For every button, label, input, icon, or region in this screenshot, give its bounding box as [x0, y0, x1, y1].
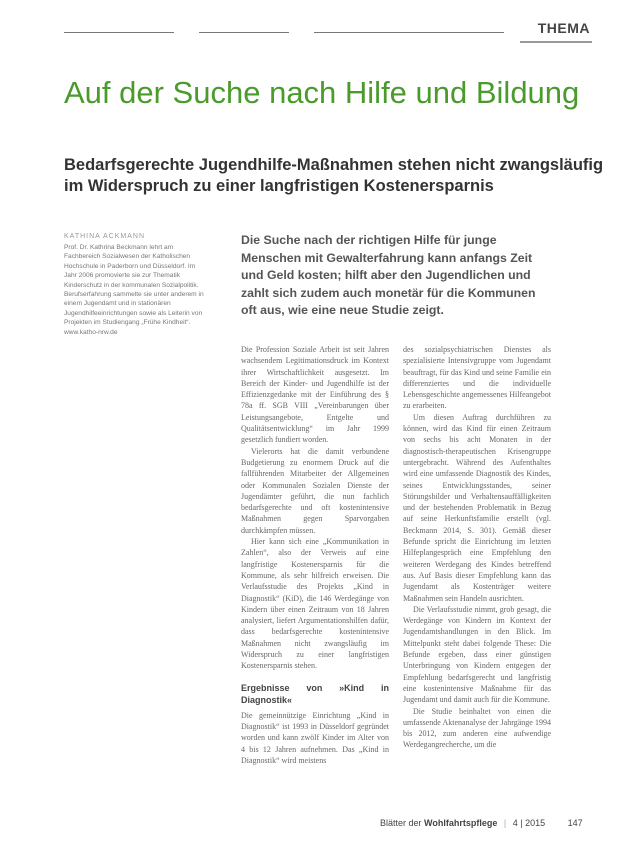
paragraph: Um diesen Auftrag durchführen zu können, wird das Kind für einen Zeitraum von sechs bis acht Monaten in der diagnostisch-therapeutischen Krisengruppe untergebracht. Während des Aufenthaltes wird eine umfassende Diagnostik des Kindes, seines Entwicklungsstandes, seiner Störungsbilder und Verhaltensauffälligkeiten und der bestehenden Problematik in Bezug auf seine Herkunftsfamilie erstellt (vgl. Beckmann 2014, S. 301). Gemäß dieser Befunde spricht die Einrichtung im letzten Hilfeplangespräch eine Empfehlung den weiteren Werdegang des Kindes betreffend aus. Auf Basis dieser Empfehlung kann das Jugendamt als Kostenträger weitere Maßnahmen sein Handeln ausrichten.: [403, 412, 551, 603]
paragraph: Die Studie beinhaltet von einen die umfassende Aktenanalyse der Jahrgänge 1994 bis 2012, zum anderen eine aufwendige Werdegangrecherche, um die: [403, 706, 551, 750]
section-heading: Ergebnisse von »Kind in Diagnostik«: [241, 682, 389, 705]
article-title: Auf der Suche nach Hilfe und Bildung: [64, 75, 580, 110]
paragraph: Vielerorts hat die damit verbundene Budgetierung zu enormem Druck auf die fallführenden Mitarbeiter der Allgemeinen oder Kommunalen Sozialen Dienste der Jugendämter geführt, die nun fachlich bedarfsgerechte und oft kostenintensive Maßnahmen gegen Sparvorgaben durchkämpfen müssen.: [241, 446, 389, 535]
paragraph: Die gemeinnützige Einrichtung „Kind in Diagnostik“ ist 1993 in Düsseldorf gegründet worden und kann zwölf Kinder im Alter von 4 bis 12 Jahren aufnehmen. Das „Kind in Diagnostik“ wird meistens: [241, 710, 389, 765]
author-name: KATHINA ACKMANN: [64, 233, 145, 240]
footer-issue: 4 | 2015: [512, 818, 546, 828]
author-sidebar: [64, 233, 204, 337]
section-rule: [520, 41, 592, 43]
page-number: 147: [567, 818, 583, 828]
paragraph: des sozialpsychiatrischen Dienstes als spezialisierte Intensivgruppe vom Jugendamt beauftragt, für das Kind und seine Familie ein differenziertes und die individuelle Lebensgeschichte angemessenes Hilfeangebot zu erarbeiten.: [403, 345, 551, 411]
text-column-2: [403, 344, 551, 751]
footer-separator: |: [503, 818, 507, 828]
paragraph: Die Verlaufsstudie nimmt, grob gesagt, die Werdegänge von Kindern im Kontext der Jugendamtshandlungen in den Blick. Im Mittelpunkt steht dabei folgende These: Die Befunde ergeben, dass einer günstigen Unterbringung von Kindern entgegen der Empfehlung bedarfsgerecht und langfristig eine kostenintensive Maßnahme für das Jugendamt und damit auch für die Kommune.: [403, 604, 551, 705]
article-lead: Die Suche nach der richtigen Hilfe für junge Menschen mit Gewalterfahrung kann anfangs Zeit und Geld kosten; hilft aber den Jugendlichen und zahlt sich zudem auch monetär für die Kommunen oft aus, wie eine neue Studie zeigt.: [241, 233, 536, 317]
footer-brand: Wohlfahrtspflege: [424, 818, 498, 828]
footer-brand-prefix: Blätter der: [380, 818, 422, 828]
page-footer: [380, 818, 583, 828]
text-column-1: [241, 344, 389, 766]
paragraph: Die Profession Soziale Arbeit ist seit Jahren wachsendem Legitimationsdruck im Kontext ihrer Wirtschaftlichkeit ausgesetzt. Im Bereich der Kinder- und Jugendhilfe ist der Effizienzgedanke mit der Einführung des § 78a ff. SGB VIII „Vereinbarungen über Leistungsangebote, Entgelte und Qualitätsentwicklung“ im Jahr 1999 gesetzlich fundiert worden.: [241, 345, 389, 445]
article-subtitle: Bedarfsgerechte Jugendhilfe-Maßnahmen stehen nicht zwangsläufig im Widerspruch zu einer langfristigen Kostenersparnis: [64, 156, 604, 195]
top-rules: [64, 32, 504, 33]
author-bio: Prof. Dr. Kathrina Beckmann lehrt am Fachbereich Sozialwesen der Katholischen Hochschule in Paderborn und Düsseldorf. Im Jahr 2006 promovierte sie zur Thematik Kinderschutz in der kommunalen Sozialpolitik. Berufserfahrung sammelte sie unter anderem in einem Jugendamt und in stationären Jugendhilfeeinrichtungen sowie als Leiterin von Projekten im Studiengang „Frühe Kindheit“. www.katho-nrw.de: [64, 244, 204, 336]
section-label: THEMA: [537, 20, 590, 36]
paragraph: Hier kann sich eine „Kommunikation in Zahlen“, also der Verweis auf eine langfristige Kostenersparnis für die Kommune, als sehr hilfreich erweisen. Die Verlaufsstudie des Projekts „Kind in Diagnostik“ (KiD), die 146 Werdegänge von Kindern über einen Zeitraum von 18 Jahren analysiert, liefert Argumentationshilfen dafür, dass bedarfsgerechte kostenintensive Maßnahmen nicht zwangsläufig im Widerspruch zu einer langfristigen Kostenersparnis stehen.: [241, 537, 389, 671]
